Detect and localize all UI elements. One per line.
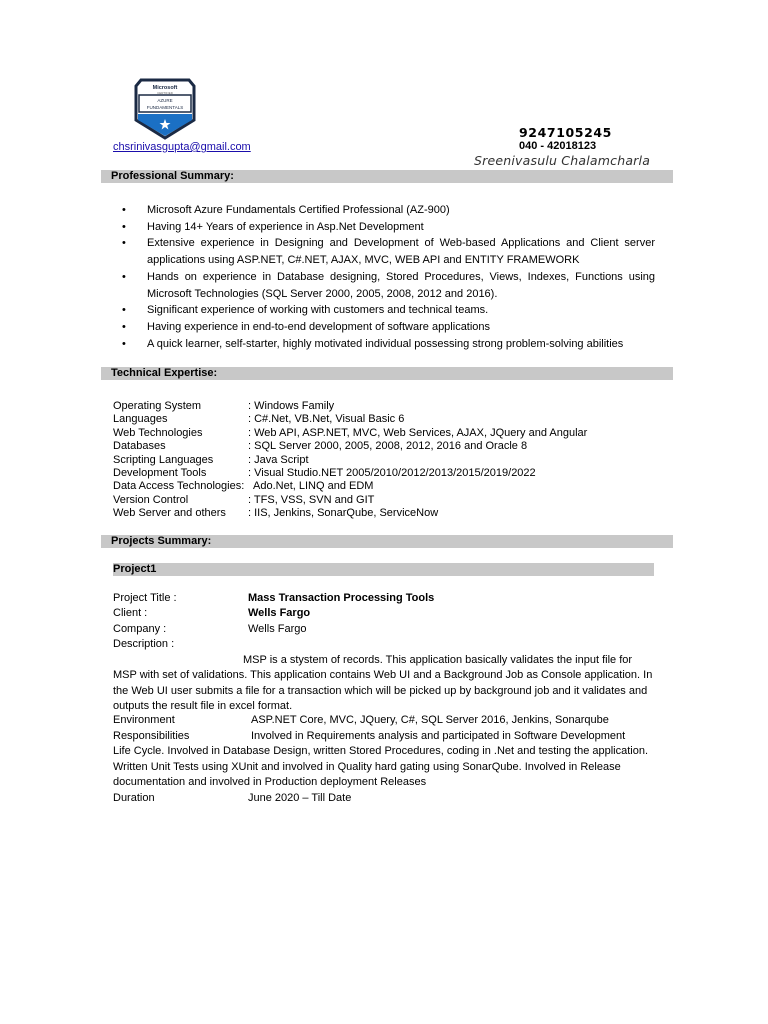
badge-line2-text: FUNDAMENTALS	[146, 105, 184, 110]
tech-value: : Visual Studio.NET 2005/2010/2012/2013/2015/2019/2022	[248, 466, 536, 479]
project1-heading: Project1	[113, 563, 654, 576]
list-item: • Hands on experience in Database designing, Stored Procedures, Views, Indexes, Functions using Microsoft Technologies (SQL Server 2000, 2005, 2008, 2012 and 2016).	[120, 269, 655, 302]
environment-label: Environment	[113, 714, 175, 726]
client-label: Client :	[113, 607, 148, 619]
company-value: Wells Fargo	[248, 623, 307, 635]
azure-certification-badge	[133, 74, 197, 140]
email-link[interactable]: chsrinivasgupta@gmail.com	[113, 141, 251, 153]
responsibilities-label: Responsibilities	[113, 730, 190, 742]
badge-sub-text: CERTIFIED	[157, 91, 173, 95]
landline-phone: 040 - 42018123	[519, 140, 597, 152]
tech-label: Operating System	[113, 400, 202, 412]
tech-label: Development Tools	[113, 466, 207, 479]
tech-value: : Java Script	[248, 453, 309, 466]
technical-expertise-heading: Technical Expertise:	[101, 367, 673, 380]
tech-label: Data Access Technologies:	[113, 480, 245, 493]
tech-value: : C#.Net, VB.Net, Visual Basic 6	[248, 413, 405, 426]
projects-summary-heading: Projects Summary:	[101, 535, 673, 548]
tech-label: Languages	[113, 413, 168, 426]
responsibilities-text: Life Cycle. Involved in Database Design, written Stored Procedures, coding in .Net and testing the application. Written Unit Tests using XUnit and involved in Quality hard gating using SonarQube. Involved in Release documentation and involved in Production deployment Releases	[113, 745, 649, 789]
list-item: • Microsoft Azure Fundamentals Certified Professional (AZ-900)	[120, 202, 655, 219]
tech-value: : IIS, Jenkins, SonarQube, ServiceNow	[248, 507, 439, 520]
tech-label: Version Control	[113, 493, 189, 506]
list-item: • A quick learner, self-starter, highly motivated individual possessing strong problem-solving abilities	[120, 336, 655, 353]
client-value: Wells Fargo	[248, 607, 311, 619]
tech-label: Web Server and others	[113, 507, 226, 520]
description-label: Description :	[113, 638, 175, 650]
list-item: • Extensive experience in Designing and Development of Web-based Applications and Client server applications using ASP.NET, C#.NET, AJAX, MVC, WEB API and ENTITY FRAMEWORK	[120, 235, 655, 268]
tech-value: : TFS, VSS, SVN and GIT	[248, 493, 375, 506]
tech-value: Ado.Net, LINQ and EDM	[253, 480, 374, 493]
tech-value: : Web API, ASP.NET, MVC, Web Services, AJAX, JQuery and Angular	[248, 426, 588, 439]
tech-value: : Windows Family	[248, 400, 335, 412]
duration-label: Duration	[113, 792, 155, 804]
project-title-value: Mass Transaction Processing Tools	[248, 592, 435, 604]
badge-line1-text: AZURE	[157, 98, 173, 103]
company-label: Company :	[113, 623, 167, 635]
description-first-line: MSP is a stystem of records. This application basically validates the input file for	[243, 654, 633, 666]
duration-value: June 2020 – Till Date	[248, 792, 352, 804]
tech-label: Web Technologies	[113, 426, 203, 439]
mobile-phone: 9247105245	[519, 125, 612, 140]
tech-value: : SQL Server 2000, 2005, 2008, 2012, 2016 and Oracle 8	[248, 440, 528, 453]
responsibilities-first-line: Involved in Requirements analysis and participated in Software Development	[251, 730, 626, 742]
project-title-label: Project Title :	[113, 592, 177, 604]
description-text: MSP with set of validations. This application contains Web UI and a Background Job as Console application. In the Web UI user submits a file for a transaction which will be picked up by background job and it validates and outputs the result file in excel format.	[113, 669, 653, 713]
environment-value: ASP.NET Core, MVC, JQuery, C#, SQL Server 2016, Jenkins, Sonarqube	[251, 714, 609, 726]
candidate-name: Sreenivasulu Chalamcharla	[474, 153, 651, 168]
list-item: • Significant experience of working with customers and technical teams.	[120, 302, 655, 319]
tech-label: Databases	[113, 440, 166, 453]
list-item: • Having experience in end-to-end development of software applications	[120, 319, 655, 336]
professional-summary-list	[120, 202, 655, 352]
professional-summary-heading: Professional Summary:	[101, 170, 673, 183]
list-item: • Having 14+ Years of experience in Asp.Net Development	[120, 219, 655, 236]
badge-brand-text: Microsoft	[152, 85, 178, 91]
tech-label: Scripting Languages	[113, 453, 214, 466]
